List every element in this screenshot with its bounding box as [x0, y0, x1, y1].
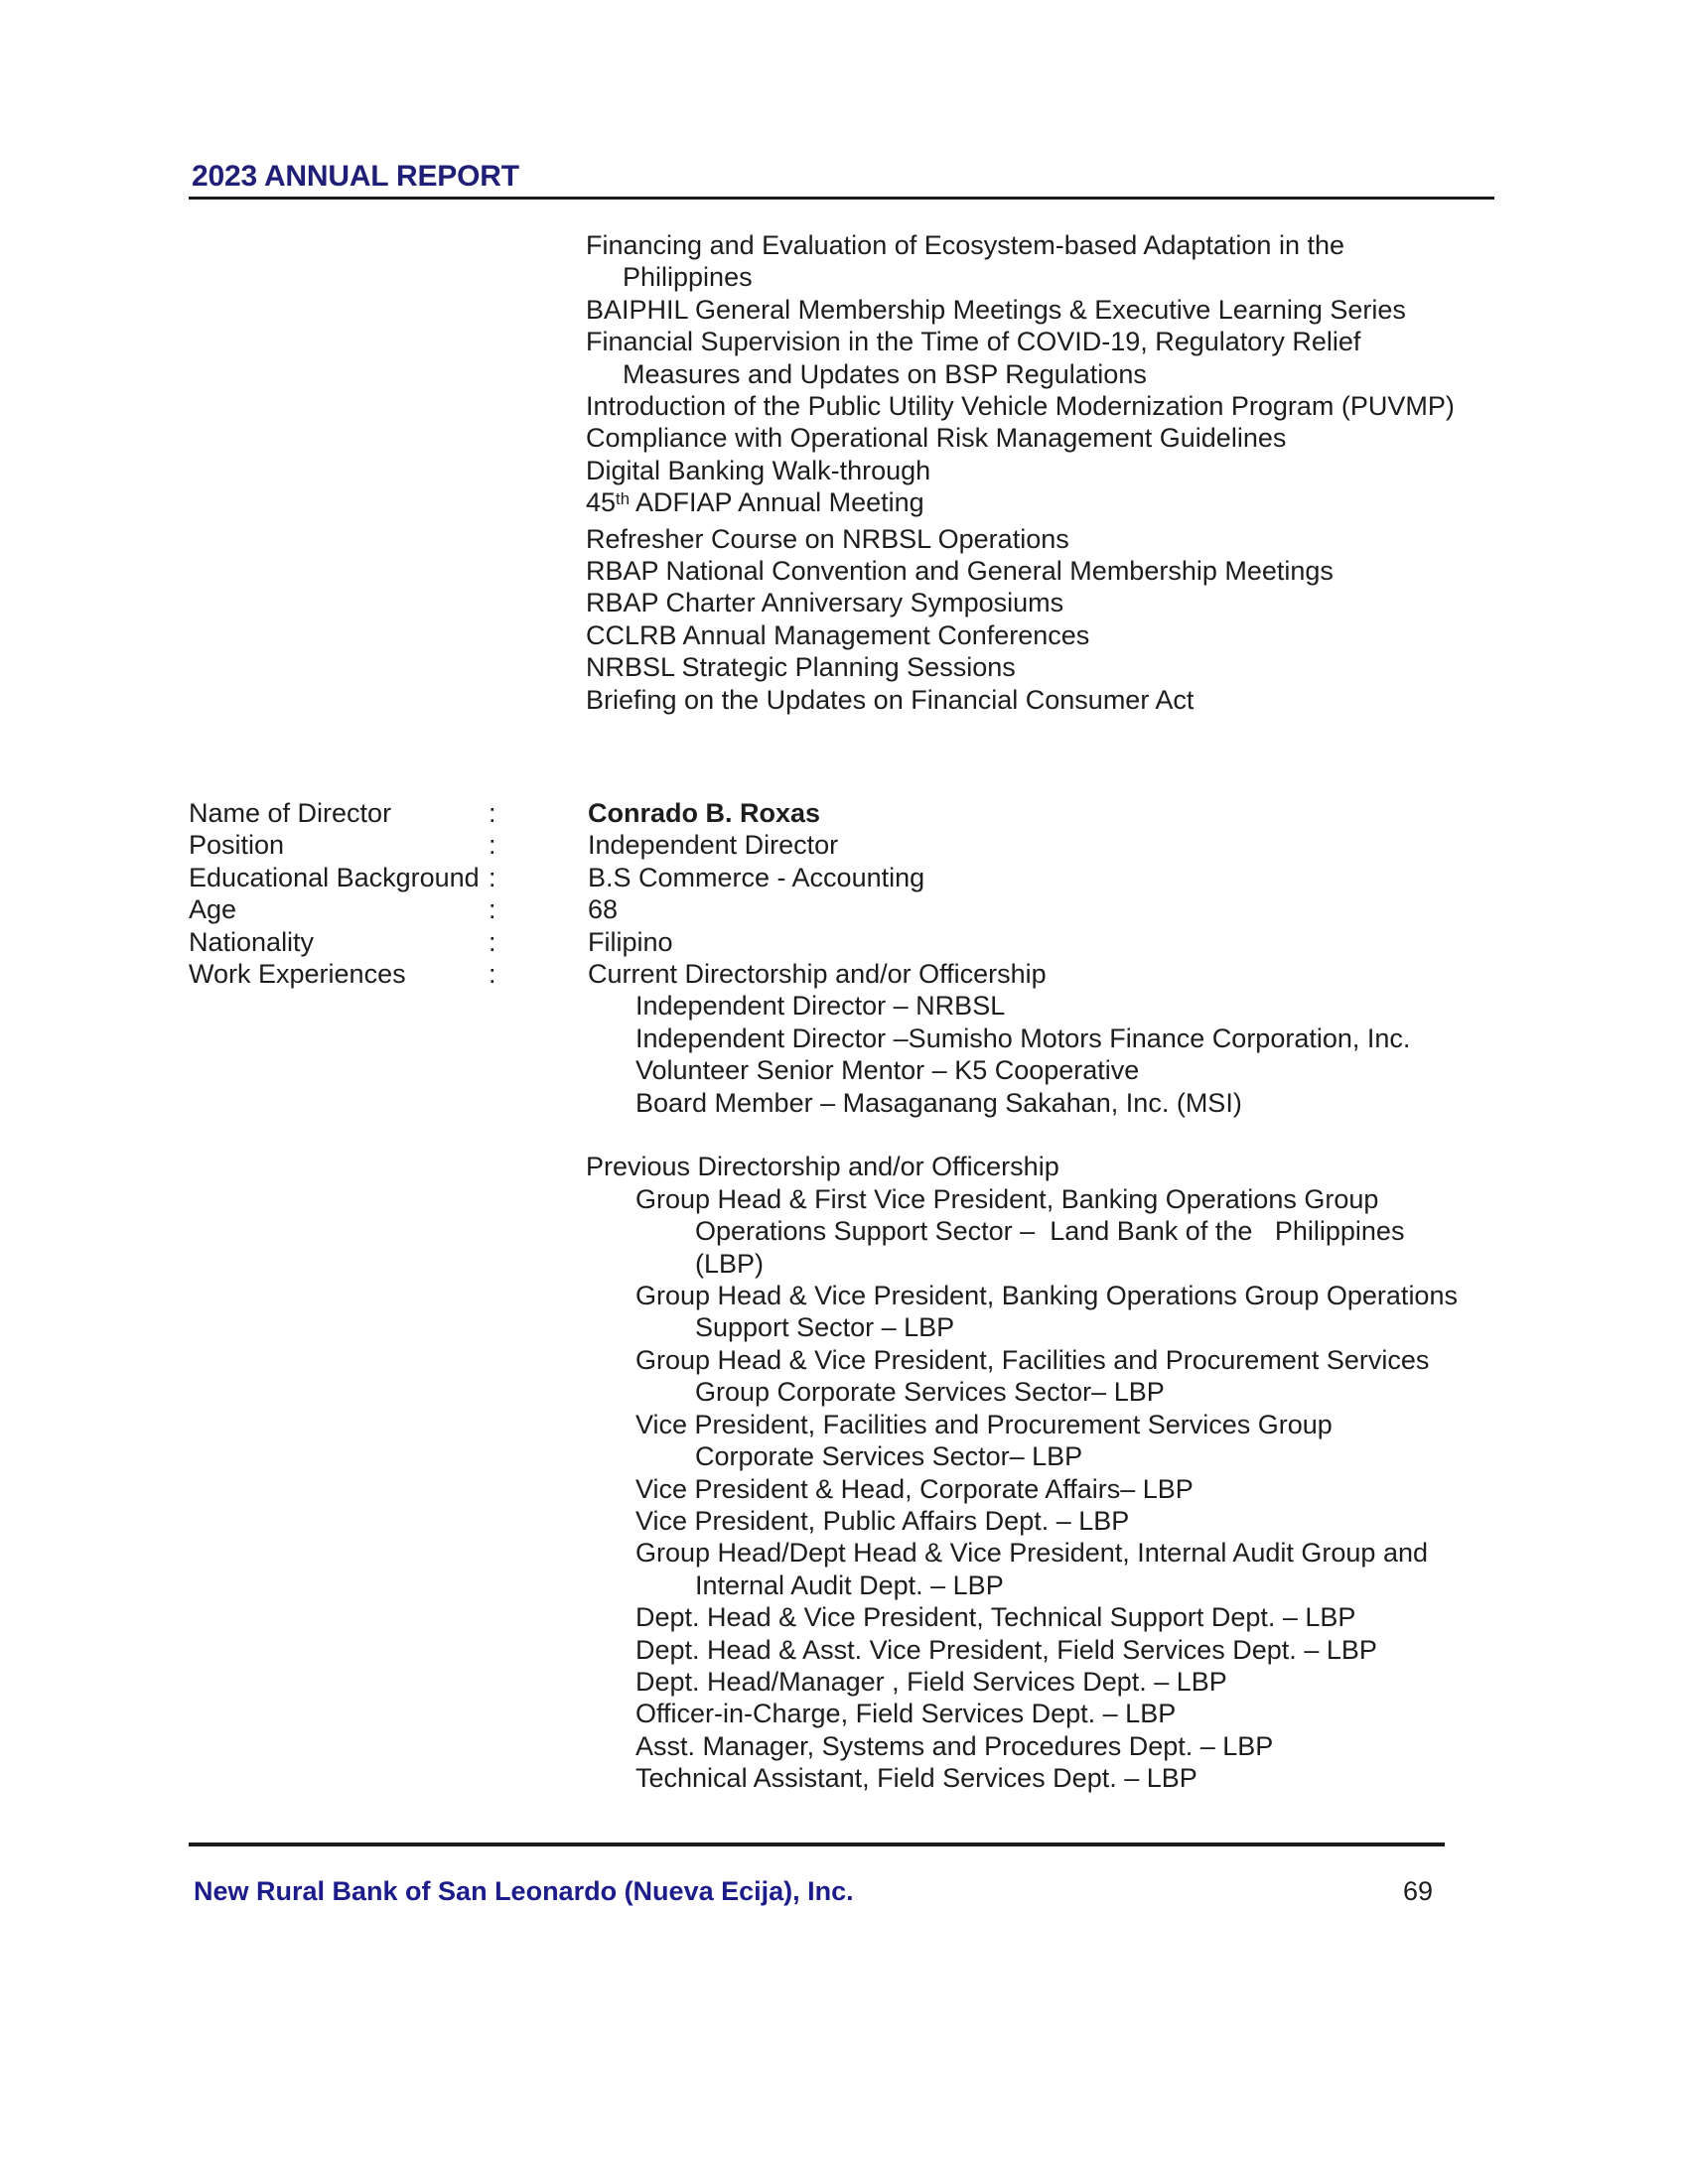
training-list-line: BAIPHIL General Membership Meetings & Executive Learning Series — [586, 294, 1406, 325]
training-list-line: RBAP Charter Anniversary Symposiums — [586, 588, 1064, 618]
field-value: Current Directorship and/or Officership — [588, 959, 1047, 990]
field-value: 68 — [588, 894, 619, 925]
field-colon: : — [489, 894, 496, 925]
director-field-row — [189, 893, 1539, 925]
field-label: Age — [189, 894, 237, 925]
previous-directorship-line: Operations Support Sector – Land Bank of the Philippines — [695, 1216, 1405, 1247]
previous-directorship-line: Group Corporate Services Sector– LBP — [695, 1377, 1165, 1408]
page-number: 69 — [1403, 1876, 1434, 1906]
work-experience-lines — [189, 990, 1539, 1794]
previous-directorship-line: Support Sector – LBP — [695, 1312, 955, 1343]
previous-directorship-line: Vice President, Public Affairs Dept. – LBP — [635, 1505, 1130, 1536]
training-list-line: Measures and Updates on BSP Regulations — [623, 358, 1147, 389]
director-field-rows — [189, 797, 1539, 990]
director-field-row — [189, 862, 1539, 893]
field-value: Conrado B. Roxas — [588, 798, 821, 828]
current-directorship-line: Volunteer Senior Mentor – K5 Cooperative — [635, 1055, 1140, 1086]
field-colon: : — [489, 798, 496, 828]
director-field-row — [189, 797, 1539, 829]
field-label: Work Experiences — [189, 959, 406, 990]
director-field-row — [189, 958, 1539, 990]
page-title: 2023 ANNUAL REPORT — [192, 160, 519, 193]
current-directorship-line: Independent Director –Sumisho Motors Finance Corporation, Inc. — [635, 1023, 1411, 1053]
training-list-line: Philippines — [623, 262, 753, 293]
previous-directorship-line: Dept. Head & Vice President, Technical Support Dept. – LBP — [635, 1602, 1356, 1633]
field-colon: : — [489, 959, 496, 990]
training-list-line: Financial Supervision in the Time of COVID-19, Regulatory Relief — [586, 327, 1361, 357]
field-label: Educational Background — [189, 862, 480, 892]
current-directorship-line: Independent Director – NRBSL — [635, 991, 1006, 1022]
current-directorship-line: Board Member – Masaganang Sakahan, Inc. (MSI) — [635, 1087, 1242, 1118]
field-colon: : — [489, 830, 496, 861]
training-list-line: Refresher Course on NRBSL Operations — [586, 523, 1069, 554]
training-list-line: RBAP National Convention and General Membership Meetings — [586, 556, 1334, 587]
training-list-line: NRBSL Strategic Planning Sessions — [586, 652, 1016, 683]
previous-directorship-line: Group Head & Vice President, Facilities and Procurement Services — [635, 1344, 1430, 1375]
training-list-line: Financing and Evaluation of Ecosystem-based Adaptation in the — [586, 230, 1344, 260]
field-label: Nationality — [189, 926, 315, 957]
director-profile-block — [189, 797, 1539, 1795]
previous-directorship-line: Internal Audit Dept. – LBP — [695, 1570, 1004, 1600]
training-list-line: CCLRB Annual Management Conferences — [586, 619, 1090, 650]
field-label: Name of Director — [189, 798, 392, 828]
previous-directorship-line: Group Head & First Vice President, Banking Operations Group — [635, 1183, 1379, 1214]
previous-directorship-line: Vice President & Head, Corporate Affairs– LBP — [635, 1473, 1194, 1504]
previous-directorship-line: Vice President, Facilities and Procurement Services Group — [635, 1409, 1333, 1439]
field-value: Independent Director — [588, 830, 839, 861]
previous-directorship-line: Dept. Head & Asst. Vice President, Field Services Dept. – LBP — [635, 1634, 1377, 1665]
previous-directorship-line: Technical Assistant, Field Services Dept. – LBP — [635, 1763, 1197, 1794]
field-label: Position — [189, 830, 285, 861]
field-colon: : — [489, 862, 496, 892]
training-list-line: 45th ADFIAP Annual Meeting — [586, 487, 924, 518]
training-seminar-list — [586, 229, 1569, 716]
training-list-line: Introduction of the Public Utility Vehicle Modernization Program (PUVMP) — [586, 391, 1455, 422]
superscript-ordinal: th — [616, 489, 631, 509]
training-list-line: Briefing on the Updates on Financial Consumer Act — [586, 684, 1195, 715]
header-rule — [189, 197, 1494, 200]
director-field-row — [189, 829, 1539, 861]
training-list-line: Digital Banking Walk-through — [586, 455, 931, 485]
training-list-line: Compliance with Operational Risk Management Guidelines — [586, 423, 1287, 454]
footer-company-name: New Rural Bank of San Leonardo (Nueva Ecija), Inc. — [194, 1876, 854, 1906]
field-value: Filipino — [588, 926, 673, 957]
field-value: B.S Commerce - Accounting — [588, 862, 925, 892]
director-field-row — [189, 926, 1539, 958]
previous-directorship-line: Group Head/Dept Head & Vice President, Internal Audit Group and — [635, 1538, 1428, 1569]
previous-directorship-line: Asst. Manager, Systems and Procedures Dept. – LBP — [635, 1730, 1274, 1761]
previous-directorship-line: Group Head & Vice President, Banking Operations Group Operations — [635, 1281, 1458, 1311]
field-colon: : — [489, 926, 496, 957]
previous-directorship-line: Officer-in-Charge, Field Services Dept. – LBP — [635, 1699, 1177, 1729]
previous-directorship-line: (LBP) — [695, 1248, 765, 1279]
previous-directorship-heading: Previous Directorship and/or Officership — [586, 1152, 1059, 1182]
blank-line — [189, 1119, 1539, 1151]
previous-directorship-line: Dept. Head/Manager , Field Services Dept. – LBP — [635, 1666, 1227, 1697]
previous-directorship-line: Corporate Services Sector– LBP — [695, 1441, 1083, 1472]
footer-rule — [189, 1843, 1445, 1846]
